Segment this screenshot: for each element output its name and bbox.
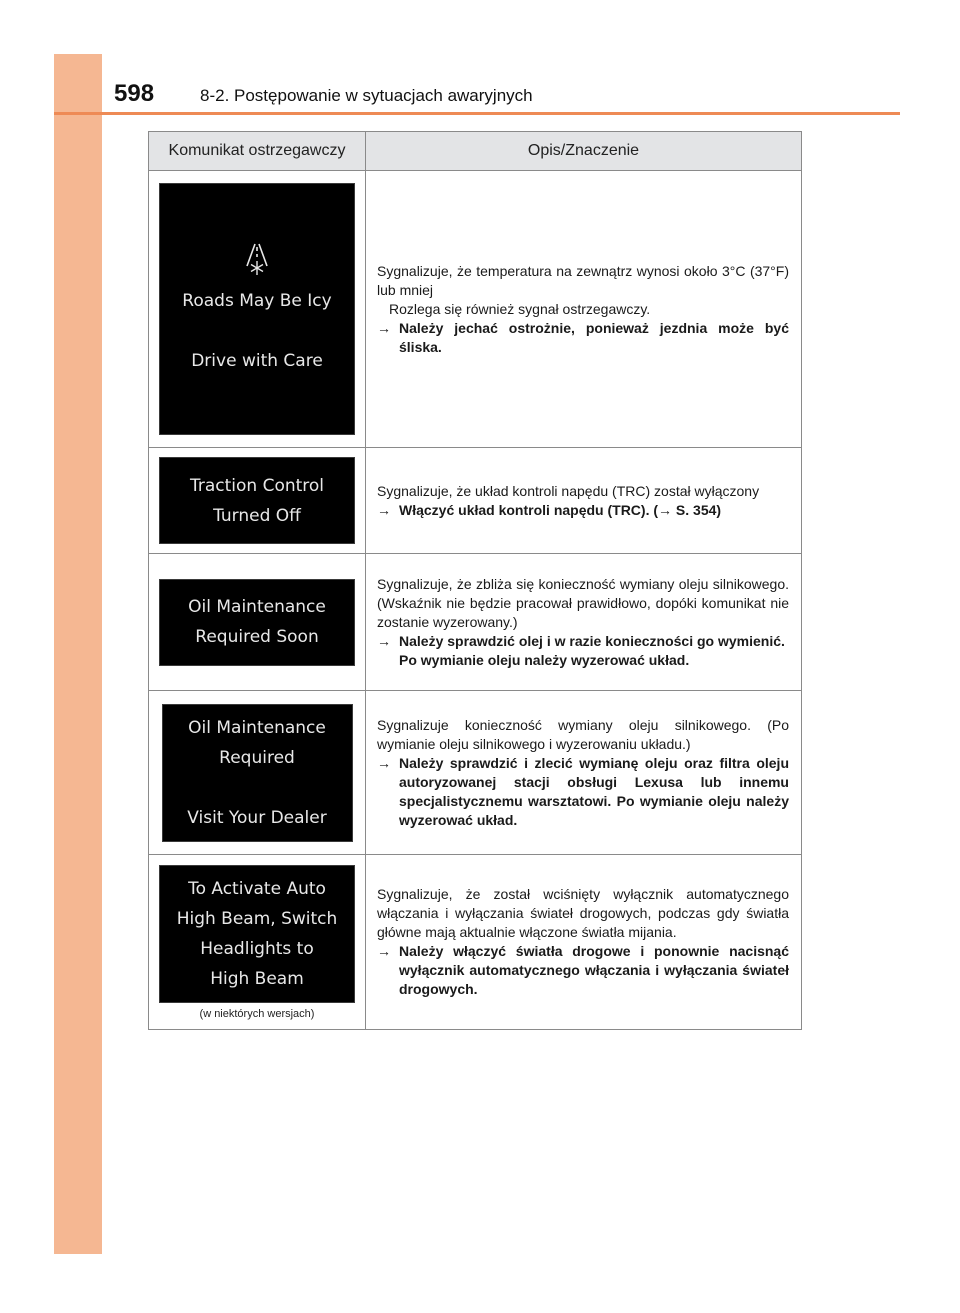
table-header-row	[149, 132, 802, 171]
arrow-icon: →	[377, 943, 391, 959]
action-instruction	[377, 942, 789, 999]
description-cell	[366, 448, 802, 554]
description-cell	[366, 691, 802, 855]
screen-text-line: High Beam, Switch	[176, 908, 338, 929]
column-header-description: Opis/Znaczenie	[366, 132, 802, 171]
screen-text-line: Oil Maintenance	[188, 717, 326, 738]
screen-text-line: Roads May Be Icy	[182, 291, 332, 311]
action-text: Należy sprawdzić olej i w razie konieczności go wymienić.	[399, 632, 785, 649]
action-text: Należy jechać ostrożnie, ponieważ jezdnia może być śliska.	[399, 319, 789, 355]
action-instruction	[377, 754, 789, 830]
action-text: Po wymianie oleju należy wyzerować układ.	[399, 651, 690, 668]
description-text: Sygnalizuje, że zbliża się konieczność wymiany oleju silnikowego. (Wskaźnik nie będzie pracował prawidłowo, dopóki komunikat nie zostanie wyzerowany.)	[377, 575, 789, 630]
description-cell	[366, 171, 802, 448]
display-screen	[159, 183, 355, 435]
screen-text-line: Required Soon	[195, 627, 319, 647]
screen-text-line: Headlights to	[200, 938, 314, 959]
display-screen	[159, 579, 355, 666]
description-cell	[366, 855, 802, 1030]
message-image-cell	[149, 554, 366, 691]
action-text: Należy włączyć światła drogowe i ponownie nacisnąć wyłącznik automatycznego włączania i wyłączania świateł drogowych.	[399, 943, 789, 997]
screen-text-line: Drive with Care	[191, 351, 323, 371]
screen-text-line: Required	[219, 747, 295, 768]
section-title: 8-2. Postępowanie w sytuacjach awaryjnych	[200, 86, 533, 105]
display-screen	[162, 704, 353, 842]
ice-road-icon	[242, 242, 272, 276]
screen-text-line: High Beam	[210, 968, 304, 989]
arrow-icon: →	[377, 754, 391, 771]
action-instruction	[377, 501, 789, 520]
side-color-band	[54, 54, 102, 1254]
arrow-icon: →	[377, 632, 391, 649]
table-row	[149, 554, 802, 691]
table-row	[149, 691, 802, 855]
screen-text-line: To Activate Auto	[188, 878, 326, 899]
description-text: Rozlega się również sygnał ostrzegawczy.	[389, 300, 651, 317]
arrow-icon: →	[377, 501, 391, 518]
column-header-message: Komunikat ostrzegawczy	[149, 132, 366, 171]
description-text: Sygnalizuje konieczność wymiany oleju silnikowego. (Po wymianie oleju silnikowego i wyzerowaniu układu.)	[377, 716, 789, 752]
version-note: (w niektórych wersjach)	[199, 1007, 315, 1020]
screen-text-line: Visit Your Dealer	[187, 807, 327, 828]
screen-text-line: Traction Control	[189, 475, 325, 496]
description-text: Sygnalizuje, że temperatura na zewnątrz wynosi około 3°C (37°F) lub mniej	[377, 262, 789, 298]
display-screen	[159, 457, 355, 544]
table-row	[149, 171, 802, 448]
action-text: Należy sprawdzić i zlecić wymianę oleju oraz filtra oleju autoryzowanej stacji obsługi Lexusa lub innemu specjalistycznemu warsztatowi. Po wymianie oleju należy wyzerować układ.	[399, 754, 789, 828]
arrow-icon: →	[658, 501, 673, 518]
screen-text-line: Turned Off	[213, 505, 301, 526]
description-cell	[366, 554, 802, 691]
description-text: Sygnalizuje, że został wciśnięty wyłącznik automatycznego włączania i wyłączania świateł drogowych, podczas gdy światła główne mają aktualnie włączone światła mijania.	[377, 886, 789, 940]
message-image-cell	[149, 448, 366, 554]
arrow-icon: →	[377, 319, 391, 336]
table-row	[149, 448, 802, 554]
action-instruction	[377, 319, 789, 357]
screen-text-line: Oil Maintenance	[188, 597, 326, 617]
message-image-cell	[149, 171, 366, 448]
table-row	[149, 855, 802, 1030]
message-image-cell	[149, 691, 366, 855]
display-screen	[159, 865, 355, 1003]
action-instruction	[377, 632, 789, 651]
header-rule	[54, 112, 900, 115]
action-text: Włączyć układ kontroli napędu (TRC). (→ S. 354)	[399, 501, 722, 518]
warning-messages-table	[148, 131, 802, 1030]
page-reference: S. 354)	[672, 501, 722, 518]
message-image-cell	[149, 855, 366, 1030]
description-text: Sygnalizuje, że układ kontroli napędu (TRC) został wyłączony	[377, 482, 760, 499]
page-number: 598	[114, 80, 155, 107]
